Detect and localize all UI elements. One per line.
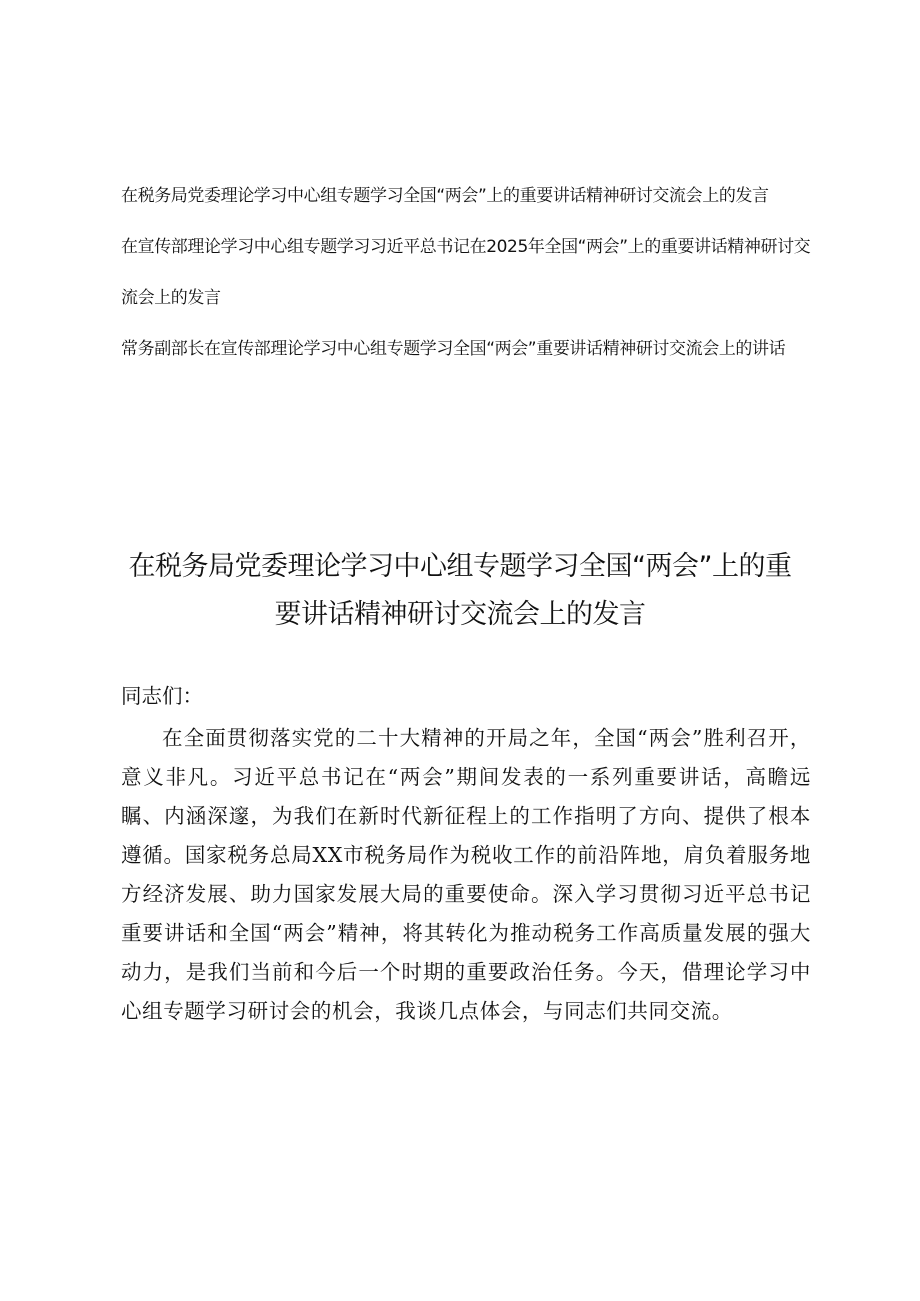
body-paragraph: 在全面贯彻落实党的二十大精神的开局之年，全国“两会”胜利召开，意义非凡。习近平总书记在“两会”期间发表的一系列重要讲话，高瞻远瞩、内涵深邃，为我们在新时代新征程上的工作指明了方向、提供了根本遵循。国家税务总局XX市税务局作为税收工作的前沿阵地，肩负着服务地方经济发展、助力国家发展大局的重要使命。深入学习贯彻习近平总书记重要讲话和全国“两会”精神，将其转化为推动税务工作高质量发展的强大动力，是我们当前和今后一个时期的重要政治任务。今天，借理论学习中心组专题学习研讨会的机会，我谈几点体会，与同志们共同交流。	[121, 726, 811, 1023]
table-of-contents	[121, 171, 821, 375]
article-body	[121, 677, 811, 1031]
toc-item: 在税务局党委理论学习中心组专题学习全国“两会”上的重要讲话精神研讨交流会上的发言	[121, 186, 769, 206]
toc-item: 在宣传部理论学习中心组专题学习习近平总书记在2025年全国“两会”上的重要讲话精神研讨交流会上的发言	[121, 237, 811, 308]
article-title: 在税务局党委理论学习中心组专题学习全国“两会”上的重要讲话精神研讨交流会上的发言	[128, 551, 792, 630]
salutation: 同志们：	[121, 684, 203, 708]
toc-item: 常务副部长在宣传部理论学习中心组专题学习全国“两会”重要讲话精神研讨交流会上的讲话	[121, 339, 786, 359]
